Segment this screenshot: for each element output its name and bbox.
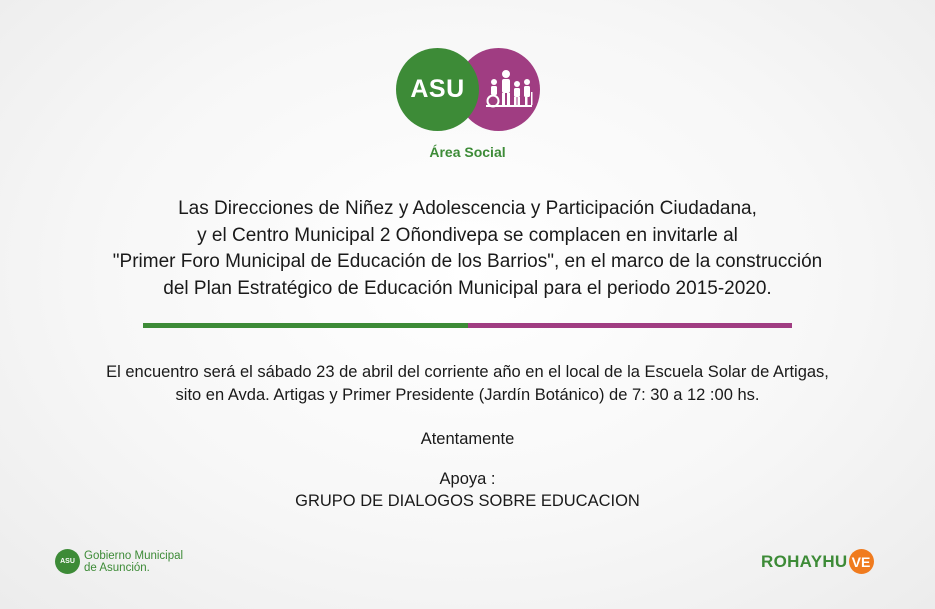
support-group: GRUPO DE DIALOGOS SOBRE EDUCACION	[295, 492, 640, 510]
invitation-text	[0, 196, 935, 302]
divider-purple	[468, 323, 792, 328]
rohayhuve-logo	[761, 549, 874, 574]
area-social-subtitle: Área Social	[429, 144, 506, 160]
details-line: El encuentro será el sábado 23 de abril del corriente año en el local de la Escuela Solar de Artigas,	[106, 363, 829, 381]
ve-badge: VE	[849, 549, 874, 574]
support-label: Apoya :	[439, 470, 496, 488]
details-line: sito en Avda. Artigas y Primer Presidente (Jardín Botánico) de 7: 30 a 12 :00 hs.	[175, 386, 760, 404]
mini-asu-badge: ASU	[55, 549, 80, 574]
gobierno-text	[84, 550, 183, 574]
invitation-line: del Plan Estratégico de Educación Municipal para el periodo 2015-2020.	[163, 277, 772, 299]
gobierno-line1: Gobierno Municipal	[84, 549, 184, 562]
invitation-line: Las Direcciones de Niñez y Adolescencia y Participación Ciudadana,	[178, 198, 757, 219]
divider-green	[143, 323, 468, 328]
closing-text: Atentamente	[420, 430, 515, 448]
event-details	[0, 361, 935, 407]
gobierno-line2: de Asunción.	[84, 561, 150, 574]
gobierno-municipal-logo	[55, 549, 183, 574]
invitation-line: y el Centro Municipal 2 Oñondivepa se complacen en invitarle al	[197, 224, 738, 246]
logo-asu-text: ASU	[410, 75, 465, 103]
rohayhu-text: ROHAYHU	[761, 551, 848, 571]
family-people-icon	[484, 68, 534, 110]
invitation-line: "Primer Foro Municipal de Educación de los Barrios", en el marco de la construcción	[112, 251, 823, 272]
